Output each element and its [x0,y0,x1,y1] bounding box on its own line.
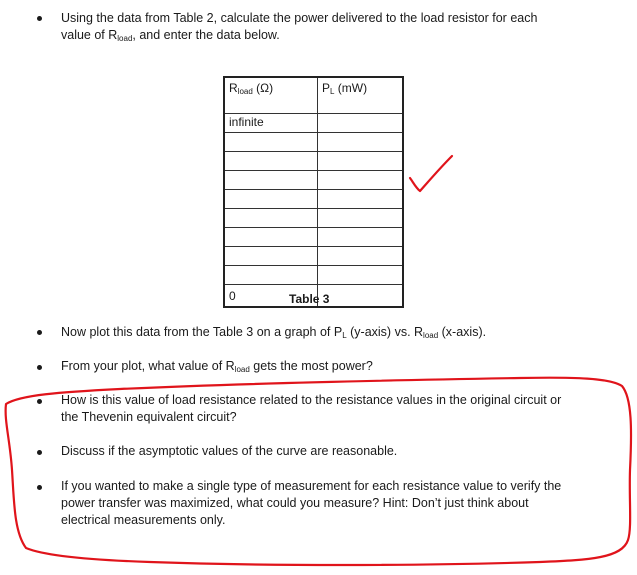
instruction-line: power transfer was maximized, what could you measure? Hint: Don’t just think about [61,496,529,510]
header-text: P [322,81,331,95]
rload-cell[interactable] [224,190,318,209]
pl-cell[interactable] [318,171,404,190]
table-row [224,190,403,209]
rload-cell[interactable]: 0 [224,285,318,308]
question-measurement [61,478,581,529]
pl-cell[interactable] [318,114,404,133]
pl-cell[interactable] [318,247,404,266]
instruction-text: From your plot, what value of R [61,359,235,373]
subscript: L [342,331,347,340]
pl-cell[interactable] [318,266,404,285]
bullet-marker [36,364,44,372]
rload-cell[interactable] [224,266,318,285]
rload-cell[interactable] [224,209,318,228]
subscript: load [423,331,439,340]
question-asymptotic [61,443,581,460]
instruction-line: the Thevenin equivalent circuit? [61,410,237,424]
power-table [223,76,404,308]
rload-cell[interactable]: infinite [224,114,318,133]
header-unit: (Ω) [252,81,274,95]
bullet-marker [36,398,44,406]
table-caption: Table 3 [289,292,330,306]
bullet-marker [36,15,44,23]
bullet-marker [36,449,44,457]
instruction-line: How is this value of load resistance related to the resistance values in the original circuit or [61,393,562,407]
table-row [224,247,403,266]
bullet-marker [36,484,44,492]
subscript: L [330,87,335,96]
header-text: R [229,81,238,95]
rload-cell[interactable] [224,133,318,152]
header-unit: (mW) [334,81,368,95]
subscript: load [237,87,253,96]
table-header-row [224,77,403,114]
question-load-resistance [61,392,581,426]
instruction-text: gets the most power? [249,359,373,373]
pl-cell[interactable] [318,133,404,152]
instruction-text: , and enter the data below. [132,28,280,42]
question-max-power [61,358,581,375]
table-row [224,152,403,171]
pl-cell[interactable] [318,209,404,228]
rload-cell[interactable] [224,247,318,266]
table-row [224,228,403,247]
table-row [224,133,403,152]
header-pl [318,77,404,114]
subscript: load [117,34,133,43]
header-rload [224,77,318,114]
checkmark-icon [410,156,452,191]
rload-cell[interactable] [224,152,318,171]
instruction-text: (y-axis) vs. R [346,325,424,339]
subscript: load [234,365,250,374]
bullet-marker [36,329,44,337]
table-row [224,209,403,228]
instruction-text: (x-axis). [438,325,487,339]
instruction-text: Now plot this data from the Table 3 on a graph of P [61,325,343,339]
instruction-line: Discuss if the asymptotic values of the curve are reasonable. [61,444,398,458]
pl-cell[interactable] [318,190,404,209]
pl-cell[interactable] [318,228,404,247]
instruction-line: electrical measurements only. [61,513,226,527]
instruction-calc-power [61,10,581,44]
pl-cell[interactable] [318,285,404,308]
pl-cell[interactable] [318,152,404,171]
table-row [224,171,403,190]
instruction-line: Using the data from Table 2, calculate the power delivered to the load resistor for each [61,11,538,25]
instruction-plot [61,324,581,341]
table-row [224,114,403,133]
instruction-line: If you wanted to make a single type of measurement for each resistance value to verify the [61,479,562,493]
rload-cell[interactable] [224,228,318,247]
instruction-text: value of R [61,28,118,42]
rload-cell[interactable] [224,171,318,190]
table-row [224,266,403,285]
